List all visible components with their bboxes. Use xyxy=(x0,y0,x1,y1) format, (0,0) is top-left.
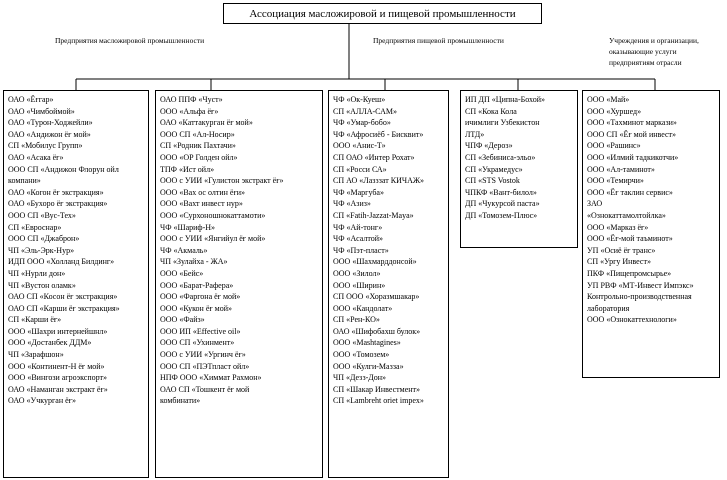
list-item: ООО «Сурхоношнокаттамоти» xyxy=(160,210,266,220)
list-item: ДП «Томозем-Плюс» xyxy=(465,210,538,220)
list-item: ОАО СП «Косон ёғ экстракция» xyxy=(8,292,118,302)
list-item: СП «Родник Пахтачи» xyxy=(160,141,236,151)
list-item: ООО «Барат-Рафера» xyxy=(160,280,234,290)
list-item: СП «Fatih-Jazzat-Maya» xyxy=(333,210,414,220)
list-item: ООО «Ширин» xyxy=(333,280,386,290)
list-item: ООО «Достанбек ДДМ» xyxy=(8,338,92,348)
list-item: НПФ ООО «Химмат Рахмон» xyxy=(160,373,262,383)
list-item: ООО «Илмий тадкикотчи» xyxy=(587,152,679,162)
list-item: СП «АЛЛА-САМ» xyxy=(333,106,398,116)
list-item: ООО СП «Андижон Флорун ойл xyxy=(8,164,119,174)
list-item: ООО СП «Ал-Носир» xyxy=(160,129,235,139)
list-item: ООО «Вах ос олтин ёғи» xyxy=(160,187,246,197)
list-item: ООО «Файз» xyxy=(160,315,205,325)
list-item: ЧФ «Асалтой» xyxy=(333,234,384,244)
list-item: ООО «Вингози агроэкспорт» xyxy=(8,373,108,383)
list-item: СП «Украмедус» xyxy=(465,164,523,174)
list-item: ООО ИП «Effective oil» xyxy=(160,326,241,336)
list-item: ЧФ «Афросиёб - Бисквит» xyxy=(333,129,424,139)
list-item: СП «Евроснар» xyxy=(8,222,62,232)
list-item: ОАО «Турон-Ходжейли» xyxy=(8,118,93,128)
list-item: СП «Кока Кола xyxy=(465,106,517,116)
list-item: ООО СП «Ухинмент» xyxy=(160,338,235,348)
list-item: ЧФ «Ай-тонг» xyxy=(333,222,383,232)
list-item: СП АО «Лазззат КИЧАЖ» xyxy=(333,176,425,186)
list-item: ООО СП «ПЭТпласт ойл» xyxy=(160,361,250,371)
list-item: УП «Осиё ёғ транс» xyxy=(587,245,656,255)
list-item: ЧП «Зулайха - ЖА» xyxy=(160,257,228,267)
list-item: ООО СП «Ёғ мой инвест» xyxy=(587,129,677,139)
list-item: ЧФ «Маргуба» xyxy=(333,187,384,197)
list-item: ООО с УИИ «Янгийул ёғ мой» xyxy=(160,234,266,244)
list-item: ООО СП «Вус-Тех» xyxy=(8,210,76,220)
list-item: ООО «ОР Голден ойл» xyxy=(160,152,238,162)
list-item: ООО «Континент-Н ёғ мой» xyxy=(8,361,105,371)
list-item: ОАО СП «Тошкент ёғ мой xyxy=(160,384,250,394)
list-item: ичимлиги Узбекистон xyxy=(465,118,540,128)
list-item: ОАО СП «Карши ёғ экстракция» xyxy=(8,303,120,313)
header-food-industry: Предприятия пищевой промышленности xyxy=(373,36,504,45)
list-item: ОАО «Ёғгар» xyxy=(8,95,54,104)
list-item: ЧФ «Акмаль» xyxy=(160,245,208,255)
header-fat-industry: Предприятия масложировой промышленности xyxy=(55,36,205,45)
list-item: ООО «Ознокаттехнологи» xyxy=(587,315,677,325)
list-item: ДП «Чукурсой паста» xyxy=(465,199,540,209)
list-item: СП «Росси СА» xyxy=(333,164,387,174)
list-item: ЧП «Нурли дон» xyxy=(8,268,66,278)
list-item: лаборатория xyxy=(587,303,630,313)
association-title: Ассоциация масложировой и пищевой промышленности xyxy=(249,7,516,20)
list-item: ЗАО xyxy=(587,199,603,209)
list-item: ЧП «Зарафшон» xyxy=(8,350,64,360)
list-item: ЧП «Дезз-Дон» xyxy=(333,373,386,383)
list-item: ООО с УИИ «Ургинч ёғ» xyxy=(160,350,246,360)
list-item: ООО «Ёғ-мой таъминот» xyxy=(587,234,673,244)
list-item: ООО с УИИ «Гулистон экстракт ёғ» xyxy=(160,176,284,186)
list-item: ООО «Ёғ таклин сервис» xyxy=(587,187,673,197)
list-item: ООО «Кандолат» xyxy=(333,303,393,313)
list-item: ООО «Анис-Т» xyxy=(333,141,386,151)
list-item: ООО «Вахт инвест нур» xyxy=(160,199,243,209)
list-item: СП «Зебиниса-эльо» xyxy=(465,152,536,162)
list-item: ОАО «Учкурган ёғ» xyxy=(8,396,76,406)
list-item: СП «Карши ёғ» xyxy=(8,315,62,325)
list-item: ООО «Марказ ёғ» xyxy=(587,222,649,232)
list-item: ООО «Ал-таминот» xyxy=(587,164,655,174)
list-item: СП «Шакар Инвестмент» xyxy=(333,384,421,394)
list-item: ОАО «Шифобахш булок» xyxy=(333,326,421,336)
list-item: ИП ДП «Ципна-Бохой» xyxy=(465,95,545,104)
list-item: УП РВФ «МТ-Инвест Импэкс» xyxy=(587,280,694,290)
list-item: «Ознокаттамолтойлка» xyxy=(587,210,666,220)
list-item: ПКФ «Пищепромсырье» xyxy=(587,268,672,278)
header-services-line: Учреждения и организации, xyxy=(609,36,699,45)
list-item: ЧФ «Пэт-пласт» xyxy=(333,245,389,255)
list-item: ООО «Шахмарддонсой» xyxy=(333,257,417,267)
list-item: ОАО «Наманган экстракт ёғ» xyxy=(8,384,108,394)
fat-enterprises-list-2 xyxy=(155,90,323,478)
list-item: ТПФ «Ист ойл» xyxy=(160,164,215,174)
list-item: ООО «Темирчи» xyxy=(587,176,644,186)
food-enterprises-list-2 xyxy=(460,90,578,248)
list-item: ОАО ППФ «Чуст» xyxy=(160,95,223,104)
list-item: ООО «Кукон ёғ мой» xyxy=(160,303,233,313)
list-item: ОАО «Андижон ёғ мой» xyxy=(8,129,91,139)
list-item: компани» xyxy=(8,176,41,186)
list-item: ИДП ООО «Холланд Билдинг» xyxy=(8,257,115,267)
header-services xyxy=(609,35,699,68)
list-item: ООО «Томозем» xyxy=(333,350,390,360)
list-item: ООО «Рашинс» xyxy=(587,141,641,151)
list-item: комбинати» xyxy=(160,396,201,406)
list-item: ООО «Бейс» xyxy=(160,268,204,278)
list-item: ОАО «Бухоро ёғ экстракция» xyxy=(8,199,108,209)
list-item: ООО «Кулги-Мазза» xyxy=(333,361,404,371)
list-item: ЧФ «Ок-Куеш» xyxy=(333,95,386,104)
list-item: ЧПКФ «Вант-билол» xyxy=(465,187,537,197)
list-item: ООО «Май» xyxy=(587,95,630,104)
service-organizations-list xyxy=(582,90,720,378)
list-item: ЧФ «Умар-бобо» xyxy=(333,118,391,128)
list-item: ОАО «Чимбоймой» xyxy=(8,106,75,116)
header-services-line: предприятиям отрасли xyxy=(609,58,682,67)
list-item: ООО «Зилол» xyxy=(333,268,381,278)
list-item: ООО «Шахри интернейшнл» xyxy=(8,326,108,336)
association-title-box xyxy=(223,3,542,24)
list-item: ЧФ «Шариф-Н» xyxy=(160,222,216,232)
list-item: СП ОАО «Интер Рохат» xyxy=(333,152,415,162)
list-item: СП «Мобилус Групп» xyxy=(8,141,83,151)
list-item: СП ООО «Хоразмшакар» xyxy=(333,292,420,302)
list-item: ООО «Тахминот маркази» xyxy=(587,118,677,128)
fat-enterprises-list-1 xyxy=(3,90,149,478)
list-item: СП «Ургу Инвест» xyxy=(587,257,651,267)
list-item: ООО «Альфа ёғ» xyxy=(160,106,219,116)
list-item: ЛТД» xyxy=(465,129,485,139)
list-item: ООО «Mashtagines» xyxy=(333,338,401,348)
list-item: Контрольно-производственная xyxy=(587,292,692,302)
list-item: ООО «Хуршед» xyxy=(587,106,642,116)
list-item: ООО «Фаргона ёғ мой» xyxy=(160,292,241,302)
list-item: ООО СП «Джаброн» xyxy=(8,234,80,244)
list-item: ЧП «Вустон оламк» xyxy=(8,280,76,290)
list-item: ЧПФ «Дероз» xyxy=(465,141,513,151)
list-item: ЧФ «Азиз» xyxy=(333,199,371,209)
list-item: ОАО «Асака ёғ» xyxy=(8,152,64,162)
list-item: СП «Lambreht oriet impex» xyxy=(333,396,424,406)
list-item: СП «Рен-КО» xyxy=(333,315,380,325)
list-item: СП «STS Vostok xyxy=(465,176,520,186)
header-services-line: оказывающие услуги xyxy=(609,47,677,56)
list-item: ЧП «Эль-Эрк-Нур» xyxy=(8,245,75,255)
list-item: ОАО «Когон ёғ экстракция» xyxy=(8,187,104,197)
food-enterprises-list-1 xyxy=(328,90,449,478)
list-item: ОАО «Каттакурган ёғ мой» xyxy=(160,118,253,128)
